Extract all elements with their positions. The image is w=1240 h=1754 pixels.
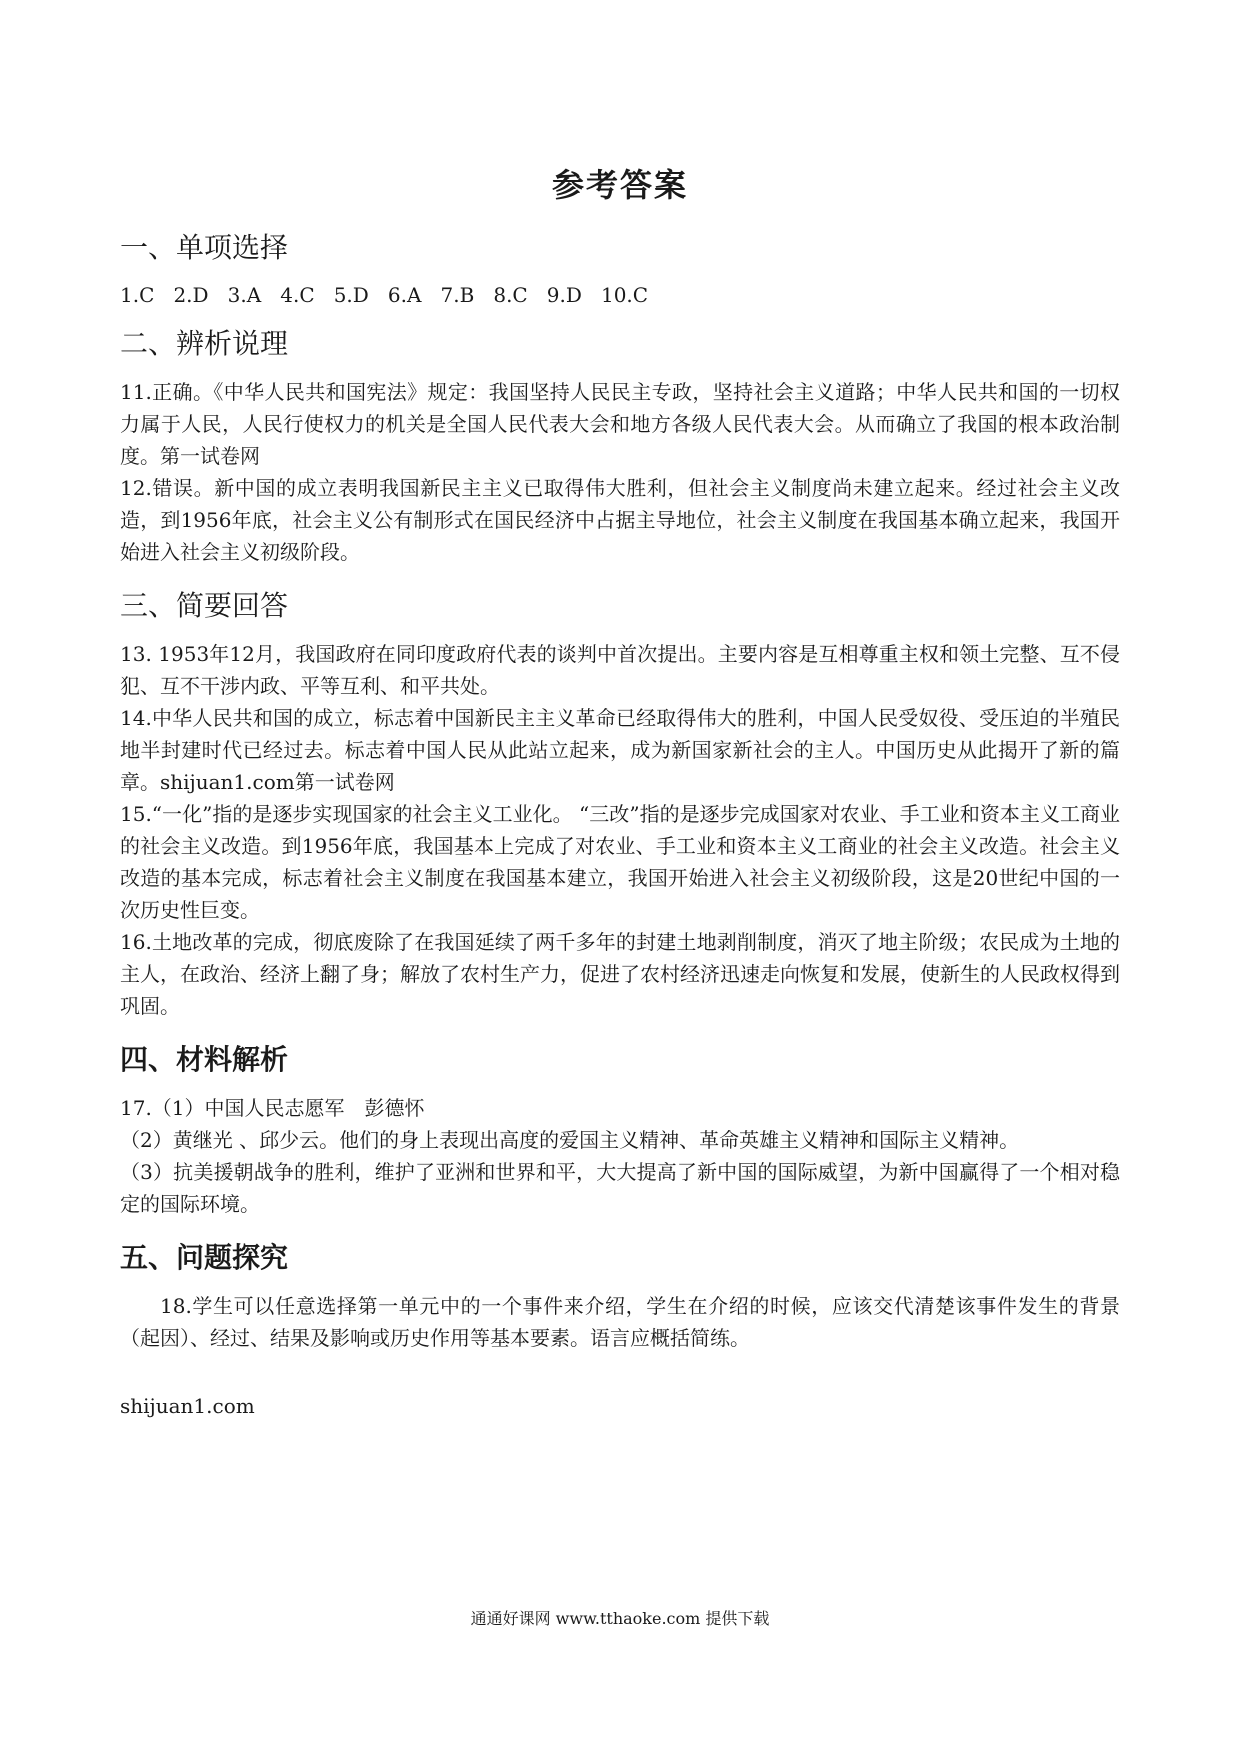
answer-17-part-2: （2）黄继光 、邱少云。他们的身上表现出高度的爱国主义精神、革命英雄主义精神和国际主义精神。: [120, 1128, 1020, 1152]
section-heading-material-analysis: 四、材料解析: [120, 1043, 289, 1076]
answer-12: 12.错误。新中国的成立表明我国新民主主义已取得伟大胜利，但社会主义制度尚未建立起来。经过社会主义改造，到1956年底，社会主义公有制形式在国民经济中占据主导地位，社会主义制度在我国基本确立起来，我国开始进入社会主义初级阶段。: [120, 476, 1120, 564]
answer-16: 16.土地改革的完成，彻底废除了在我国延续了两千多年的封建土地剥削制度，消灭了地主阶级；农民成为土地的主人，在政治、经济上翻了身；解放了农村生产力，促进了农村经济迅速走向恢复和发展，使新生的人民政权得到巩固。: [120, 930, 1120, 1018]
answer-11: 11.正确。《中华人民共和国宪法》规定：我国坚持人民民主专政，坚持社会主义道路；中华人民共和国的一切权力属于人民，人民行使权力的机关是全国人民代表大会和地方各级人民代表大会。从而确立了我国的根本政治制度。第一试卷网: [120, 380, 1120, 468]
answer-15: 15.“一化”指的是逐步实现国家的社会主义工业化。 “三改”指的是逐步完成国家对农业、手工业和资本主义工商业的社会主义改造。到1956年底，我国基本上完成了对农业、手工业和资本主义工商业的社会主义改造。社会主义改造的基本完成，标志着社会主义制度在我国基本建立，我国开始进入社会主义初级阶段，这是20世纪中国的一次历史性巨变。: [120, 802, 1120, 922]
answer-14: 14.中华人民共和国的成立，标志着中国新民主主义革命已经取得伟大的胜利，中国人民受奴役、受压迫的半殖民地半封建时代已经过去。标志着中国人民从此站立起来，成为新国家新社会的主人。中国历史从此揭开了新的篇章。shijuan1.com第一试卷网: [120, 706, 1120, 794]
answer-17-part-3: （3）抗美援朝战争的胜利，维护了亚洲和世界和平，大大提高了新中国的国际威望，为新中国赢得了一个相对稳定的国际环境。: [120, 1160, 1120, 1216]
section-heading-single-choice: 一、单项选择: [120, 231, 289, 264]
section-heading-inquiry: 五、问题探究: [120, 1241, 289, 1274]
answer-17-part-1: 17.（1）中国人民志愿军 彭德怀: [120, 1096, 425, 1120]
answer-18: 18.学生可以任意选择第一单元中的一个事件来介绍，学生在介绍的时候，应该交代清楚该事件发生的背景（起因）、经过、结果及影响或历史作用等基本要素。语言应概括简练。: [120, 1294, 1120, 1350]
answer-13: 13. 1953年12月，我国政府在同印度政府代表的谈判中首次提出。主要内容是互相尊重主权和领土完整、互不侵犯、互不干涉内政、平等互利、和平共处。: [120, 642, 1120, 698]
single-choice-answers: 1.C 2.D 3.A 4.C 5.D 6.A 7.B 8.C 9.D 10.C: [120, 283, 649, 307]
section-heading-analysis: 二、辨析说理: [120, 327, 289, 360]
page-title: 参考答案: [551, 166, 688, 204]
section-heading-short-answer: 三、简要回答: [120, 589, 289, 622]
watermark-text: shijuan1.com: [120, 1394, 255, 1418]
answer-content: [120, 228, 1120, 1422]
page-footer: 通通好课网 www.tthaoke.com 提供下载: [470, 1609, 770, 1628]
